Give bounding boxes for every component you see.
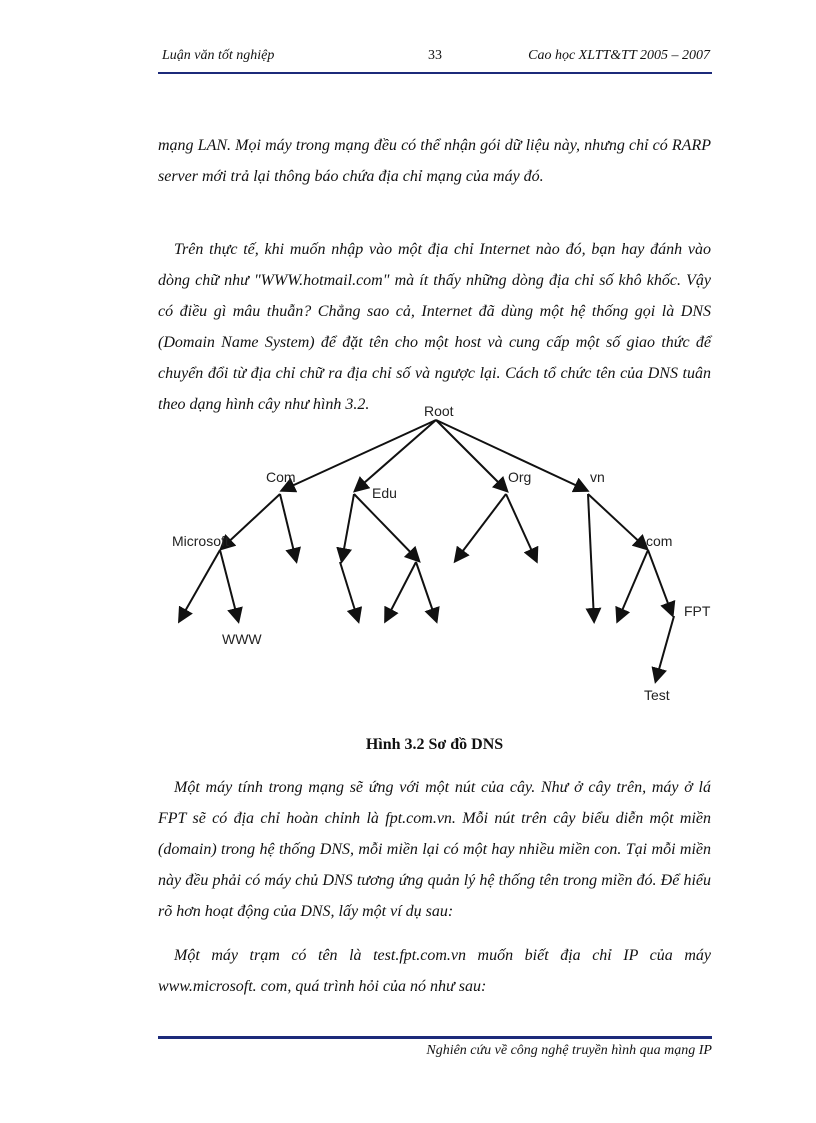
- header-thesis-title: Luận văn tốt nghiệp: [162, 48, 275, 63]
- node-edu: Edu: [372, 485, 397, 501]
- page-footer: Nghiên cứu về công nghệ truyền hình qua mạng IP: [426, 1043, 712, 1058]
- dns-tree-diagram: [160, 398, 716, 710]
- figure-caption: Hình 3.2 Sơ đồ DNS: [365, 736, 504, 753]
- node-vn-com: com: [646, 533, 673, 549]
- node-root: Root: [424, 403, 454, 419]
- paragraph-tree-explanation: Một máy tính trong mạng sẽ ứng với một nút của cây. Như ở cây trên, máy ở lá FPT sẽ có địa chỉ hoàn chỉnh là fpt.com.vn. Mỗi nút trên cây biểu diễn một miền (domain) trong hệ thống DNS, mỗi miền lại có một hay nhiều miền con. Tại mỗi miền này đều phải có máy chủ DNS tương ứng quản lý hệ thống tên trong miền đó. Để hiểu rõ hơn hoạt động của DNS, lấy một ví dụ sau:: [158, 779, 711, 920]
- node-fpt: FPT: [684, 603, 711, 619]
- node-microsoft: Microsoft: [172, 533, 229, 549]
- node-org: Org: [508, 469, 532, 485]
- node-com: Com: [266, 469, 296, 485]
- page-number: 33: [428, 48, 442, 63]
- node-test: Test: [644, 687, 670, 703]
- node-vn: vn: [590, 469, 605, 485]
- page-header: [160, 48, 712, 68]
- footer-rule: [158, 1036, 712, 1039]
- paragraph-example: Một máy trạm có tên là test.fpt.com.vn muốn biết địa chỉ IP của máy www.microsoft. com, quá trình hỏi của nó như sau:: [158, 947, 711, 995]
- paragraph-dns-intro: Trên thực tế, khi muốn nhập vào một địa chỉ Internet nào đó, bạn hay đánh vào dòng chữ như "WWW.hotmail.com" mà ít thấy những dòng địa chỉ số khô khốc. Vậy có điều gì mâu thuẫn? Chẳng sao cả, Internet đã dùng một hệ thống gọi là DNS (Domain Name System) để đặt tên cho một host và cung cấp một số giao thức để chuyển đổi từ địa chỉ chữ ra địa chỉ số và ngược lại. Cách tổ chức tên của DNS tuân theo dạng hình cây như hình 3.2.: [158, 241, 711, 413]
- header-program: Cao học XLTT&TT 2005 – 2007: [528, 48, 710, 63]
- node-www: WWW: [222, 631, 262, 647]
- paragraph-rarp: mạng LAN. Mọi máy trong mạng đều có thể nhận gói dữ liệu này, nhưng chỉ có RARP server mới trả lại thông báo chứa địa chỉ mạng của máy đó.: [158, 137, 711, 185]
- header-rule: [158, 72, 712, 74]
